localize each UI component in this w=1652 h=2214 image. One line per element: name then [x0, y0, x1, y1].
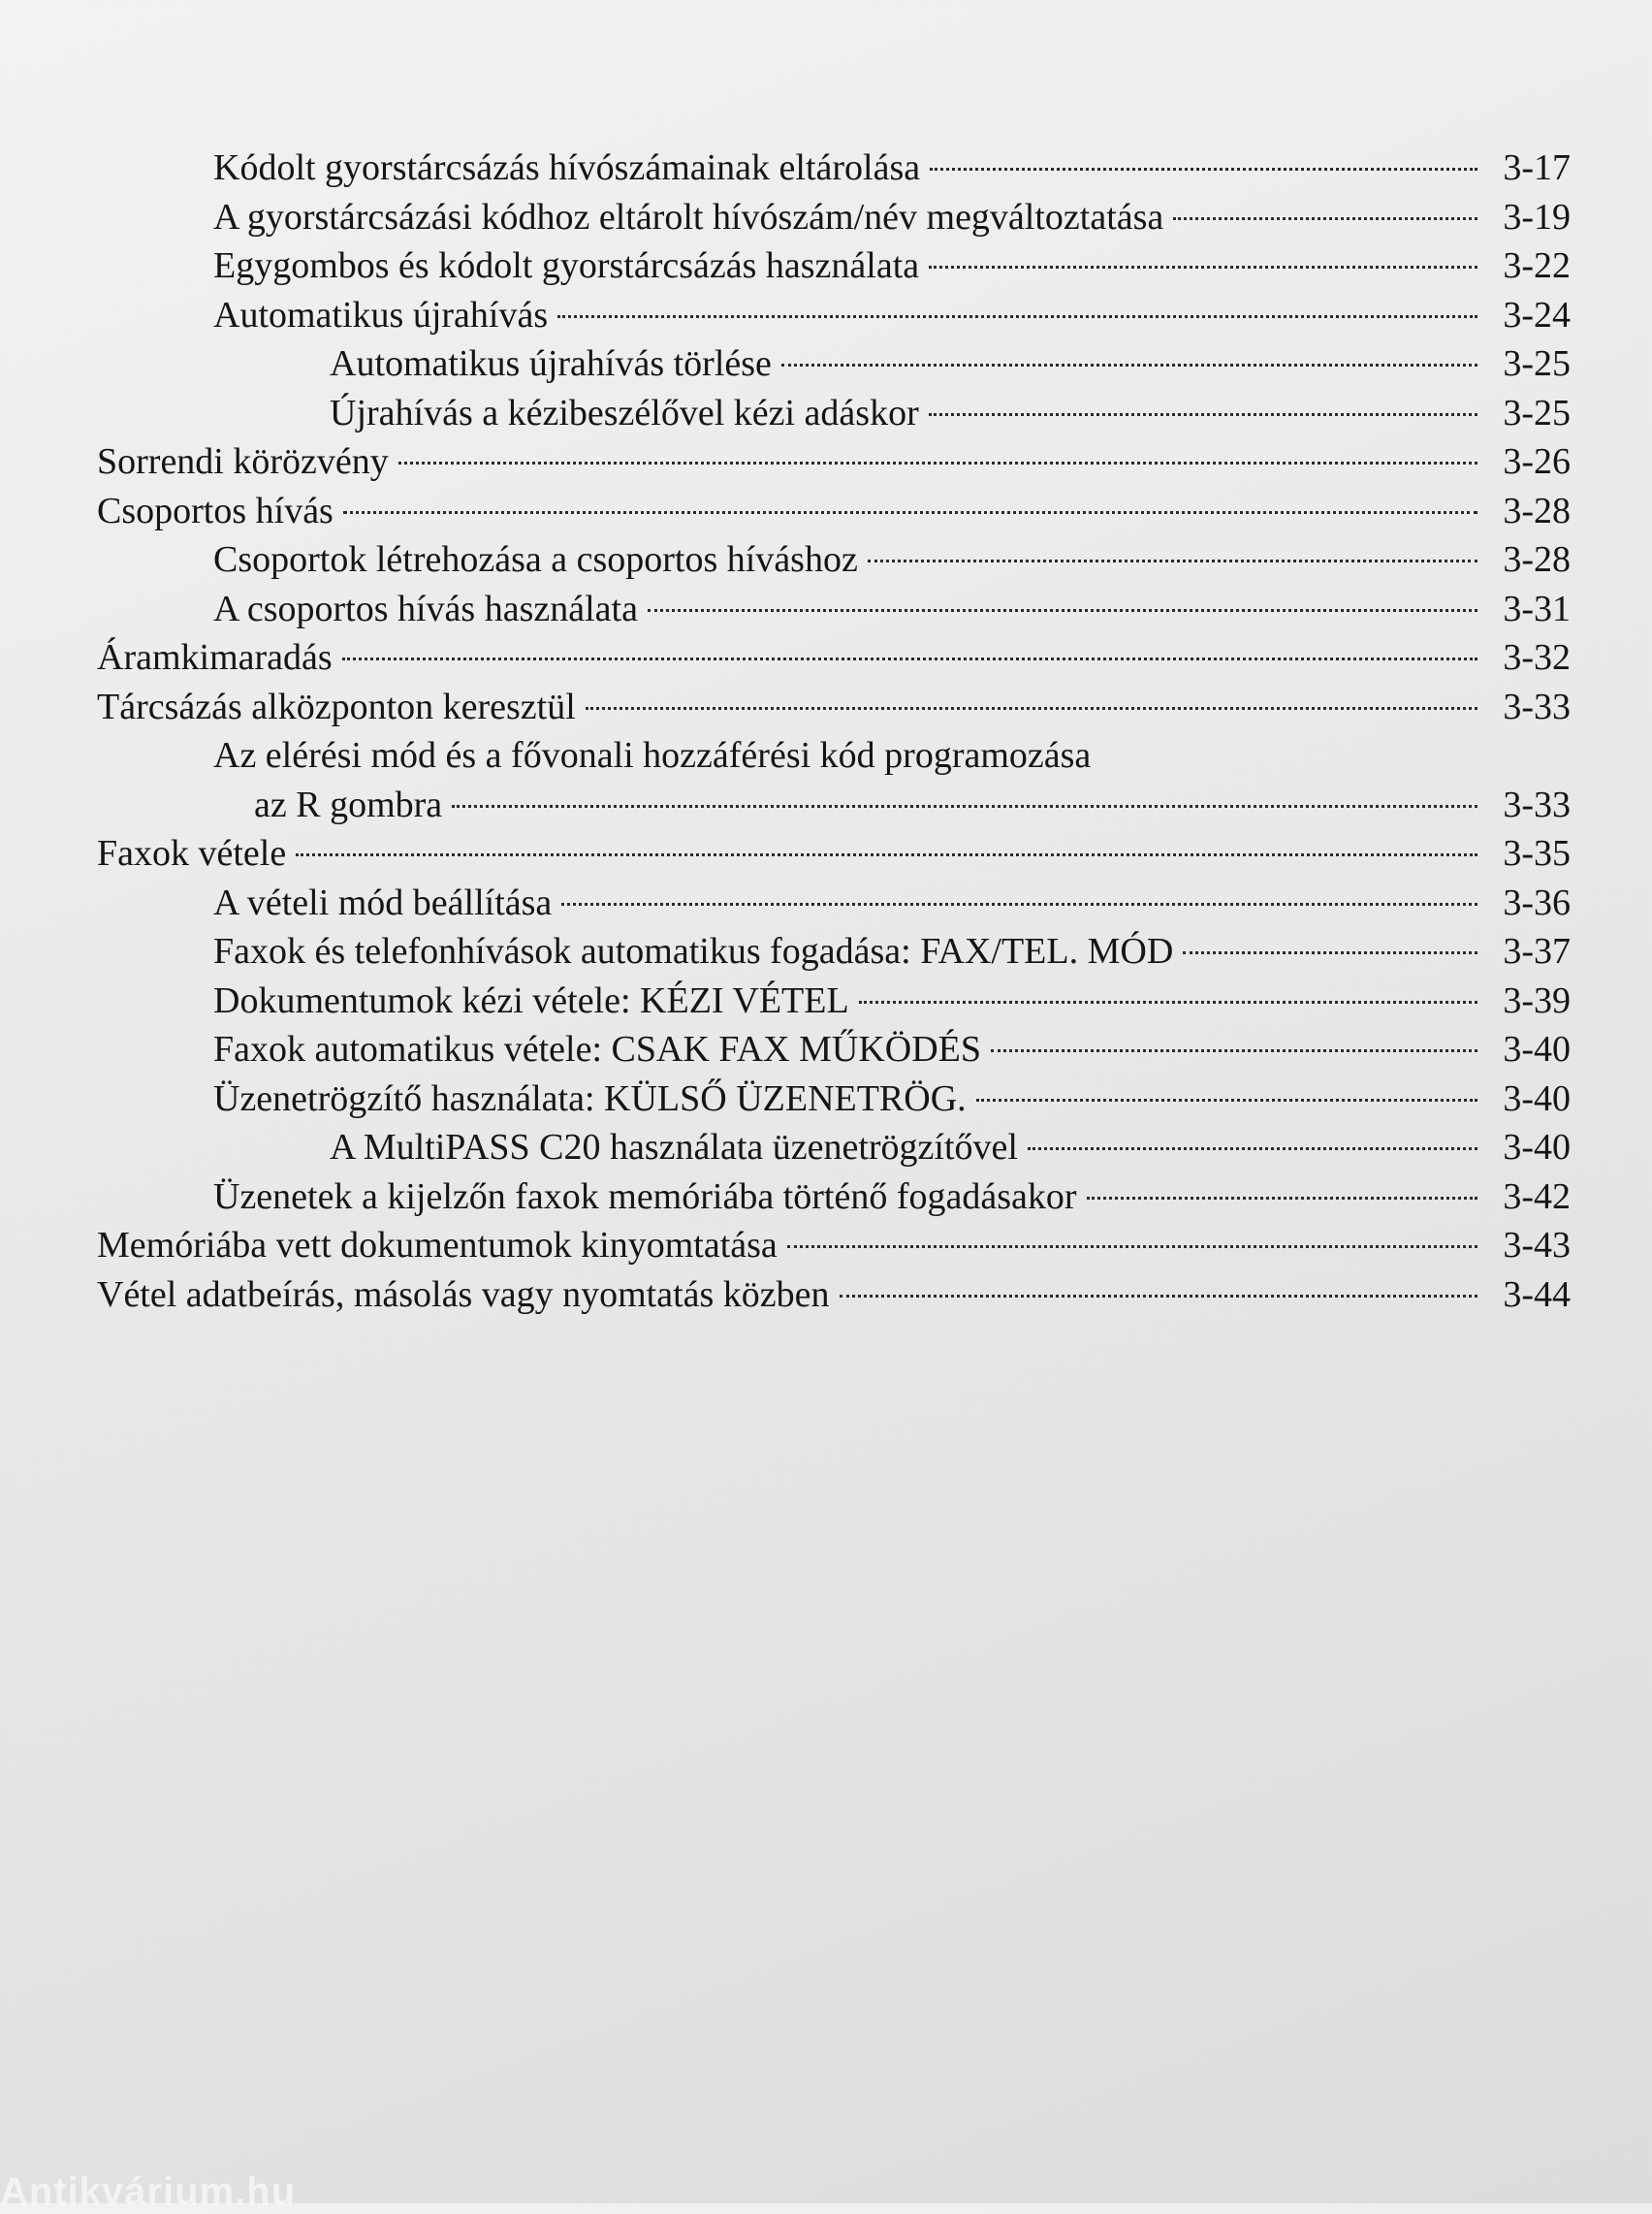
toc-entry-page: 3-40: [1503, 1029, 1571, 1070]
toc-entry: [97, 927, 1571, 977]
toc-entry-title: A gyorstárcsázási kódhoz eltárolt hívószám/név megváltoztatása: [213, 196, 1164, 238]
toc-entry-title: Újrahívás a kézibeszélővel kézi adáskor: [330, 392, 919, 433]
toc-entry-title: az R gombra: [254, 784, 443, 825]
dot-leader: [1028, 1147, 1477, 1150]
toc-entry-title: Üzenetrögzítő használata: KÜLSŐ ÜZENETRÖG.: [213, 1077, 967, 1119]
toc-entry: [97, 829, 1571, 879]
toc-entry-title: Csoportok létrehozása a csoportos híváshoz: [213, 539, 858, 580]
dot-leader: [342, 658, 1477, 660]
toc-entry-title: A vételi mód beállítása: [213, 882, 553, 923]
toc-entry: [97, 291, 1571, 340]
toc-entry-page: 3-25: [1503, 343, 1571, 384]
toc-entry: [97, 1123, 1571, 1172]
toc-entry-page: 3-19: [1503, 196, 1571, 238]
toc-entry-title: Csoportos hívás: [97, 490, 334, 531]
toc-entry-title: Automatikus újrahívás: [213, 294, 549, 336]
toc-entry-title: Dokumentumok kézi vétele: KÉZI VÉTEL: [213, 979, 849, 1021]
toc-entry: [97, 585, 1571, 634]
toc-entry: [97, 1270, 1571, 1320]
toc-entry: [97, 437, 1571, 487]
dot-leader: [1173, 217, 1477, 220]
toc-entry-title: Sorrendi körözvény: [97, 441, 389, 482]
toc-entry-page: 3-24: [1503, 294, 1571, 336]
toc-entry: [97, 879, 1571, 928]
toc-entry: [97, 1075, 1571, 1124]
dot-leader: [296, 853, 1477, 856]
dot-leader: [787, 1245, 1477, 1248]
dot-leader: [868, 560, 1477, 562]
dot-leader: [929, 266, 1477, 269]
toc-entry: [97, 487, 1571, 536]
toc-entry-page: 3-40: [1503, 1127, 1571, 1168]
toc-entry-title: Vétel adatbeírás, másolás vagy nyomtatás közben: [97, 1273, 830, 1315]
toc-entry-title: A csoportos hívás használata: [213, 588, 638, 629]
dot-leader: [557, 315, 1477, 318]
dot-leader: [991, 1049, 1477, 1052]
toc-entry: [97, 389, 1571, 438]
dot-leader: [859, 1001, 1477, 1004]
toc-entry-title: Memóriába vett dokumentumok kinyomtatása: [97, 1225, 778, 1266]
toc-entry: [97, 144, 1571, 193]
toc-entry-title: A MultiPASS C20 használata üzenetrögzítővel: [330, 1127, 1018, 1168]
toc-entry: [97, 241, 1571, 291]
toc-entry: [97, 535, 1571, 585]
toc-entry-title: Üzenetek a kijelzőn faxok memóriába történő fogadásakor: [213, 1175, 1077, 1217]
toc-entry-title: Egygombos és kódolt gyorstárcsázás használata: [213, 245, 920, 286]
dot-leader: [452, 805, 1477, 808]
dot-leader: [586, 707, 1477, 710]
dot-leader: [840, 1295, 1477, 1298]
toc-entry-title: Tárcsázás alközponton keresztül: [97, 686, 576, 727]
toc-entry-title: Az elérési mód és a fővonali hozzáférési kód programozása: [213, 735, 1092, 776]
toc-entry: [97, 339, 1571, 389]
toc-entry-page: 3-32: [1503, 637, 1571, 678]
toc-entry-page: 3-31: [1503, 588, 1571, 629]
toc-entry: [97, 731, 1571, 781]
toc-entry: [97, 633, 1571, 683]
dot-leader: [976, 1099, 1477, 1102]
dot-leader: [1087, 1197, 1477, 1200]
toc-entry: [97, 683, 1571, 732]
toc-entry-page: 3-36: [1503, 882, 1571, 923]
toc-entry: [97, 977, 1571, 1026]
toc-entry-page: 3-22: [1503, 245, 1571, 286]
dot-leader: [929, 413, 1477, 416]
toc-entry-page: 3-35: [1503, 833, 1571, 874]
dot-leader: [930, 168, 1477, 171]
toc-entry-page: 3-26: [1503, 441, 1571, 482]
toc-entry: [97, 1025, 1571, 1075]
toc-entry: [97, 193, 1571, 242]
dot-leader: [343, 511, 1477, 514]
toc-entry-page: 3-37: [1503, 931, 1571, 972]
toc-entry-page: 3-42: [1503, 1175, 1571, 1217]
toc-entry: [97, 1221, 1571, 1270]
dot-leader: [1183, 951, 1477, 954]
toc-entry-title: Faxok és telefonhívások automatikus fogadása: FAX/TEL. MÓD: [213, 931, 1174, 972]
toc-entry-page: 3-39: [1503, 979, 1571, 1021]
table-of-contents: [97, 144, 1571, 1319]
dot-leader: [781, 364, 1477, 367]
toc-entry-page: 3-17: [1503, 147, 1571, 188]
toc-entry-page: 3-43: [1503, 1225, 1571, 1266]
dot-leader: [561, 903, 1477, 906]
toc-entry-page: 3-28: [1503, 490, 1571, 531]
toc-entry-title: Kódolt gyorstárcsázás hívószámainak eltárolása: [213, 147, 921, 188]
dot-leader: [648, 609, 1477, 612]
toc-entry-title: Faxok vétele: [97, 833, 287, 874]
toc-entry-page: 3-33: [1503, 686, 1571, 727]
toc-entry-title: Faxok automatikus vétele: CSAK FAX MŰKÖDÉS: [213, 1029, 981, 1070]
toc-entry-page: 3-40: [1503, 1077, 1571, 1119]
dot-leader: [398, 462, 1477, 465]
toc-entry-title: Automatikus újrahívás törlése: [330, 343, 772, 384]
toc-entry-page: 3-25: [1503, 392, 1571, 433]
watermark: Antikvárium.hu: [0, 2170, 297, 2213]
toc-entry: [97, 1172, 1571, 1222]
toc-entry-page: 3-33: [1503, 784, 1571, 825]
toc-entry: [97, 781, 1571, 830]
toc-entry-page: 3-28: [1503, 539, 1571, 580]
toc-entry-title: Áramkimaradás: [97, 637, 333, 678]
toc-entry-page: 3-44: [1503, 1273, 1571, 1315]
